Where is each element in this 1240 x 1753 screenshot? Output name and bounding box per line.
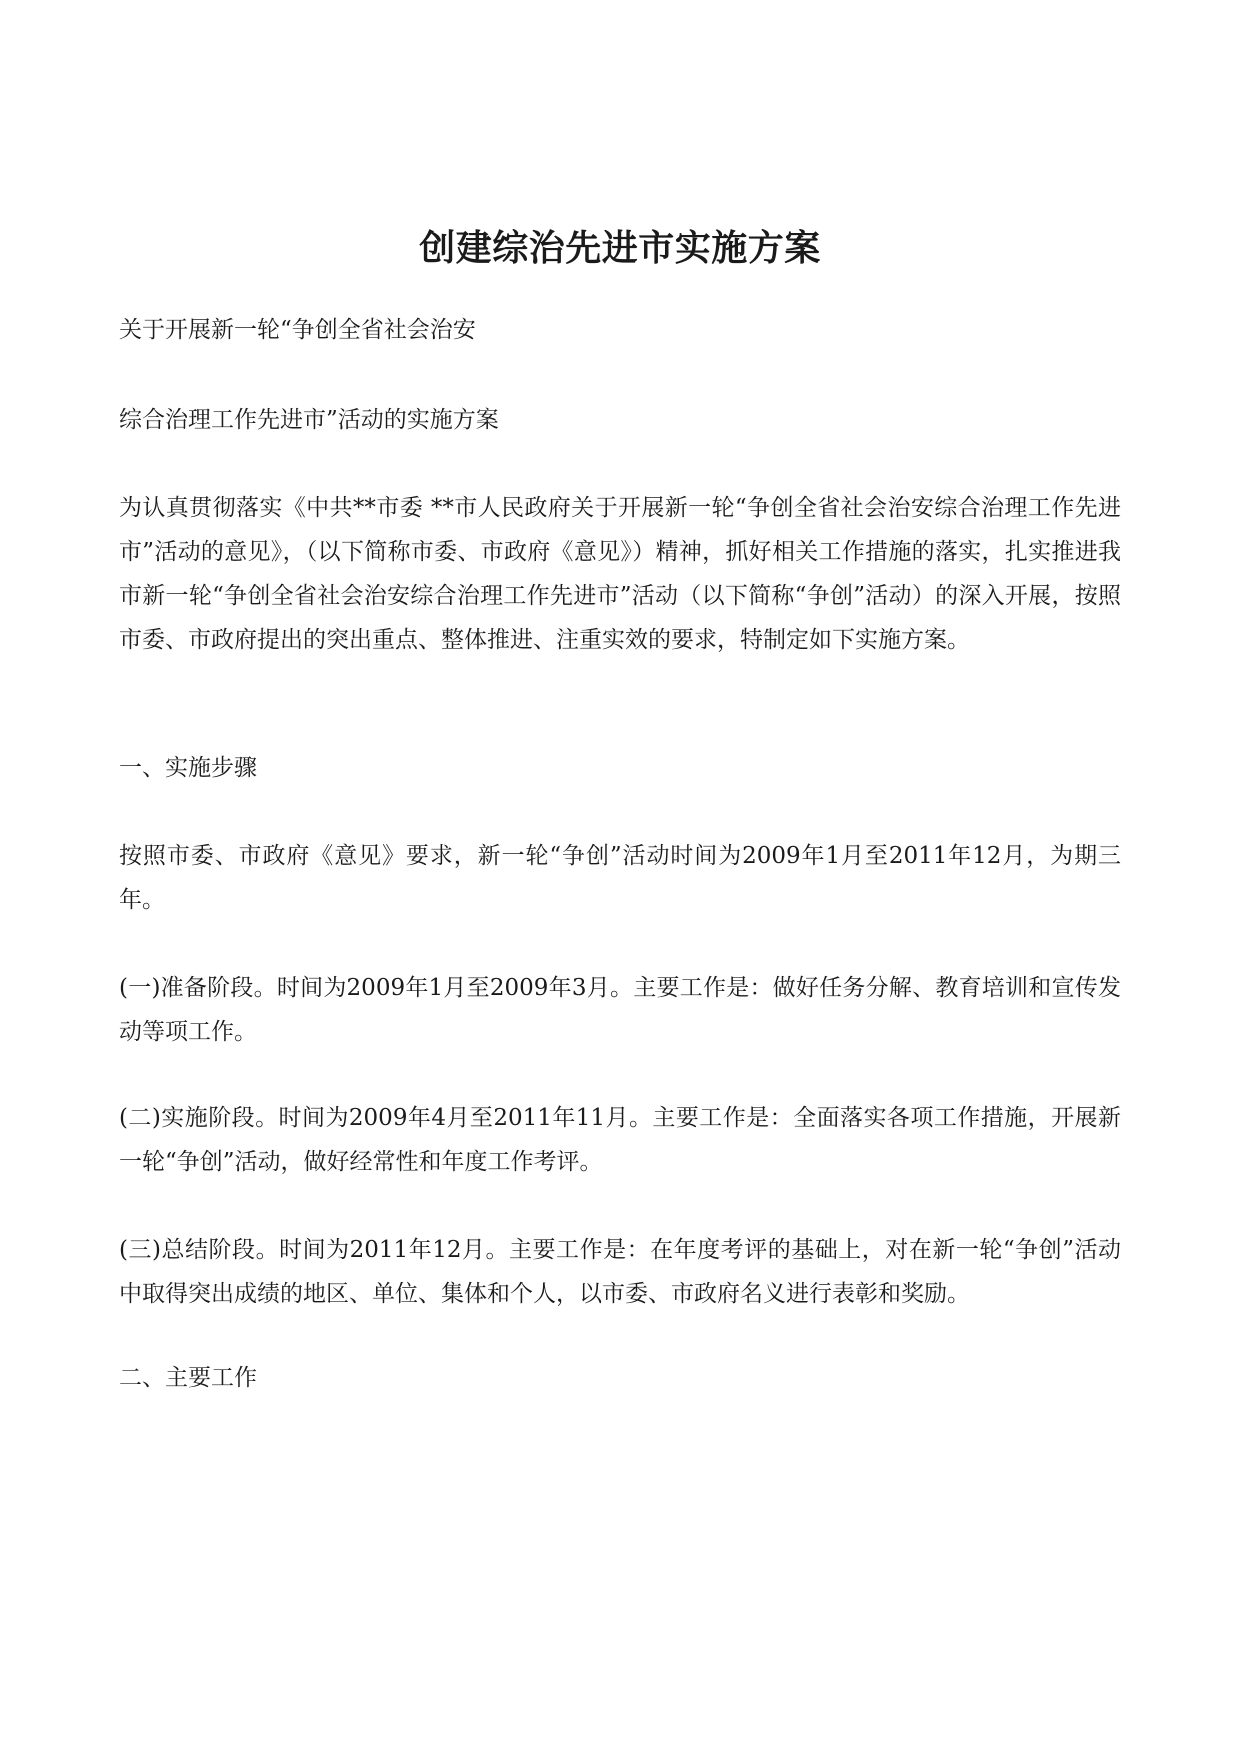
section-1-heading: 一、实施步骤 <box>119 755 257 781</box>
stage-1-paragraph: (一)准备阶段。时间为2009年1月至2009年3月。主要工作是：做好任务分解、教育培训和宣传发动等项工作。 <box>119 975 1121 1045</box>
stage-3-paragraph: (三)总结阶段。时间为2011年12月。主要工作是：在年度考评的基础上，对在新一轮“争创”活动中取得突出成绩的地区、单位、集体和个人，以市委、市政府名义进行表彰和奖励。 <box>119 1237 1121 1307</box>
stage-2-paragraph: (二)实施阶段。时间为2009年4月至2011年11月。主要工作是：全面落实各项工作措施，开展新一轮“争创”活动，做好经常性和年度工作考评。 <box>119 1105 1121 1175</box>
section-2-heading: 二、主要工作 <box>119 1365 257 1391</box>
subtitle-line-2: 综合治理工作先进市”活动的实施方案 <box>119 407 499 433</box>
subtitle-line-1: 关于开展新一轮“争创全省社会治安 <box>119 317 476 343</box>
intro-paragraph: 为认真贯彻落实《中共**市委 **市人民政府关于开展新一轮“争创全省社会治安综合治理工作先进市”活动的意见》，（以下简称市委、市政府《意见》）精神，抓好相关工作措施的落实，扎实推进我市新一轮“争创全省社会治安综合治理工作先进市”活动（以下简称“争创”活动）的深入开展，按照市委、市政府提出的突出重点、整体推进、注重实效的要求，特制定如下实施方案。 <box>119 495 1121 653</box>
section-1-intro: 按照市委、市政府《意见》要求，新一轮“争创”活动时间为2009年1月至2011年12月，为期三年。 <box>119 843 1121 913</box>
document-title: 创建综治先进市实施方案 <box>419 227 821 269</box>
